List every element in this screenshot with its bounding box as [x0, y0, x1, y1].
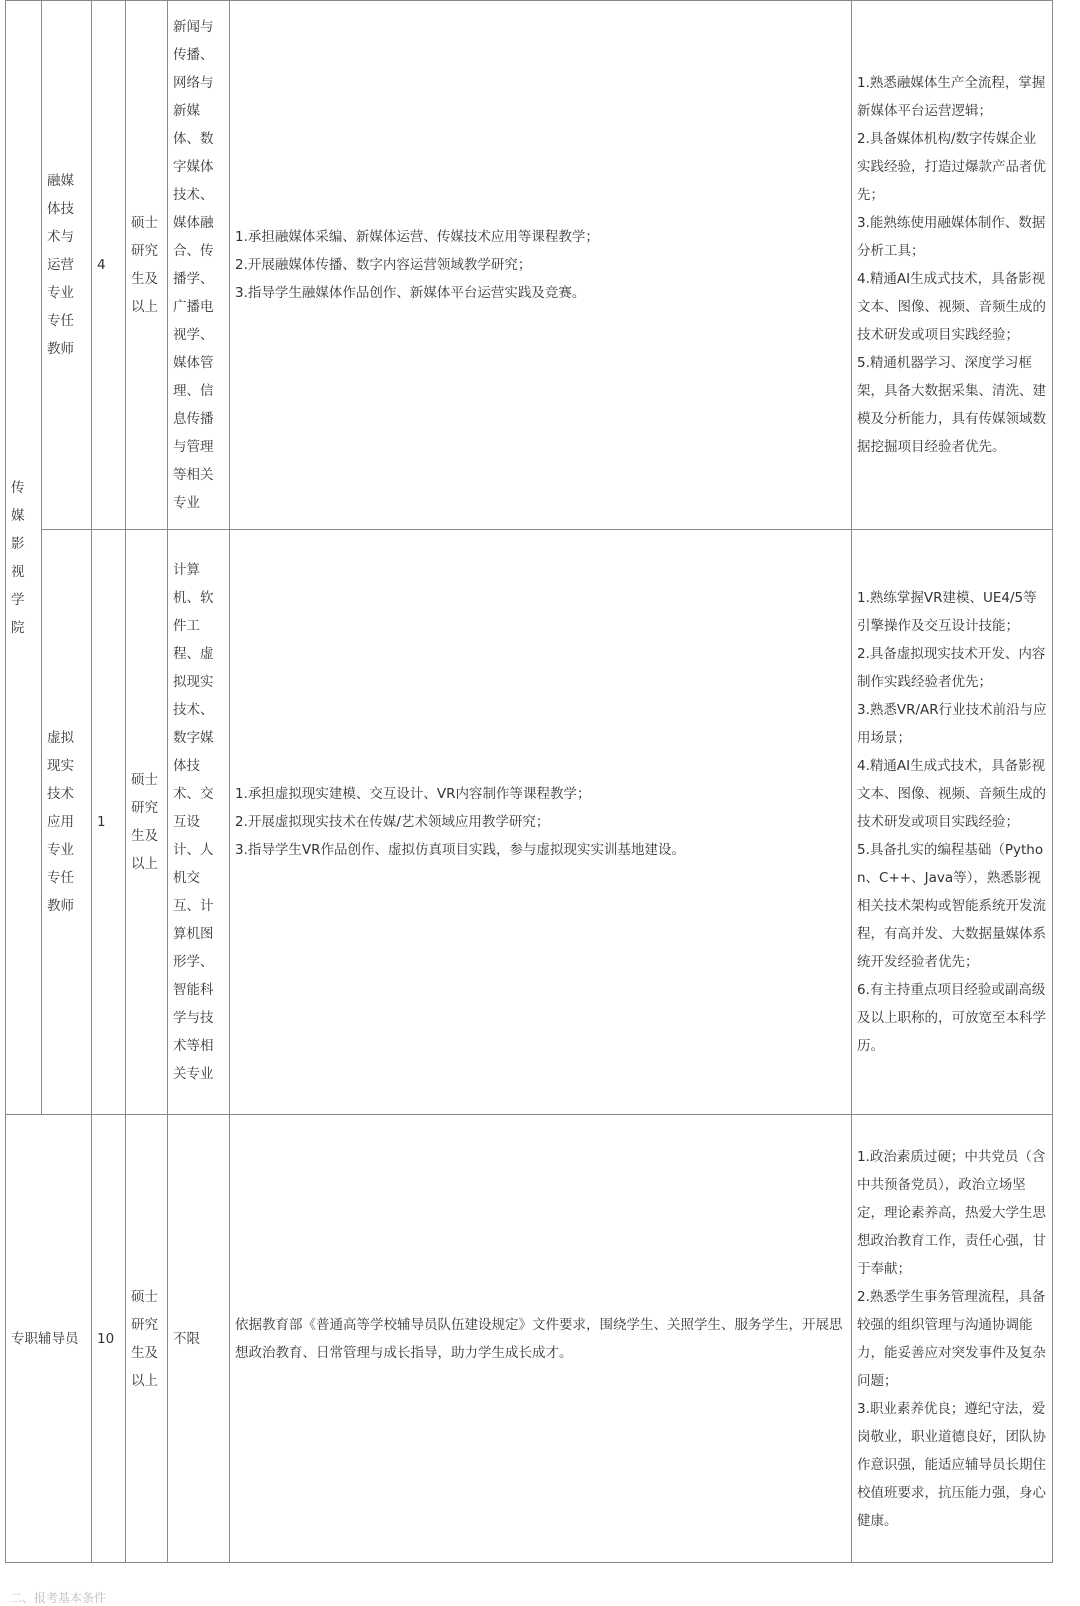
count-cell: 10	[92, 1115, 126, 1563]
table-row	[6, 530, 1053, 1115]
requirements-list	[857, 584, 1047, 1060]
table-row	[6, 1, 1053, 530]
requirements-cell	[852, 1, 1053, 530]
requirement-item: 2.具备虚拟现实技术开发、内容制作实践经验者优先；	[857, 646, 1046, 690]
count-cell: 4	[92, 1, 126, 530]
requirement-item: 3.职业素养优良；遵纪守法，爱岗敬业，职业道德良好，团队协作意识强，能适应辅导员长期住校值班要求，抗压能力强，身心健康。	[857, 1400, 1046, 1529]
requirements-cell	[852, 530, 1053, 1115]
count-cell: 1	[92, 530, 126, 1115]
duty-item: 3.指导学生融媒体作品创作、新媒体平台运营实践及竞赛。	[235, 285, 586, 301]
duty-item: 3.指导学生VR作品创作、虚拟仿真项目实践，参与虚拟现实实训基地建设。	[235, 842, 685, 858]
position-cell: 虚拟现实技术应用专业专任教师	[42, 530, 92, 1115]
duties-cell	[230, 1115, 852, 1563]
requirement-item: 1.熟练掌握VR建模、UE4/5等引擎操作及交互设计技能；	[857, 590, 1037, 634]
requirement-item: 1.政治素质过硬；中共党员（含中共预备党员），政治立场坚定，理论素养高，热爱大学生思想政治教育工作，责任心强，甘于奉献；	[857, 1148, 1046, 1277]
duties-list	[235, 1311, 846, 1367]
requirement-item: 2.具备媒体机构/数字传媒企业实践经验，打造过爆款产品者优先；	[857, 131, 1046, 203]
position-cell: 专职辅导员	[6, 1115, 92, 1563]
requirement-item: 5.具备扎实的编程基础（Python、C++、Java等），熟悉影视相关技术架构或智能系统开发流程，有高并发、大数据量媒体系统开发经验者优先；	[857, 842, 1046, 970]
education-cell: 硕士研究生及以上	[126, 530, 168, 1115]
recruitment-table	[5, 0, 1053, 1563]
education-cell: 硕士研究生及以上	[126, 1, 168, 530]
college-cell: 传媒影视学院	[6, 1, 42, 1115]
duties-cell	[230, 530, 852, 1115]
requirement-item: 4.精通AI生成式技术，具备影视文本、图像、视频、音频生成的技术研发或项目实践经验；	[857, 758, 1046, 830]
requirement-item: 5.精通机器学习、深度学习框架，具备大数据采集、清洗、建模及分析能力，具有传媒领域数据挖掘项目经验者优先。	[857, 355, 1046, 455]
major-cell: 计算机、软件工程、虚拟现实技术、数字媒体技术、交互设计、人机交互、计算机图形学、智能科学与技术等相关专业	[168, 530, 230, 1115]
duty-item: 2.开展虚拟现实技术在传媒/艺术领域应用教学研究；	[235, 814, 550, 830]
major-cell: 新闻与传播、网络与新媒体、数字媒体技术、媒体融合、传播学、广播电视学、媒体管理、信息传播与管理等相关专业	[168, 1, 230, 530]
requirement-item: 3.能熟练使用融媒体制作、数据分析工具；	[857, 215, 1046, 259]
duty-item: 2.开展融媒体传播、数字内容运营领域教学研究；	[235, 257, 532, 273]
requirement-item: 4.精通AI生成式技术，具备影视文本、图像、视频、音频生成的技术研发或项目实践经验；	[857, 271, 1046, 343]
requirements-list	[857, 69, 1047, 461]
duties-cell	[230, 1, 852, 530]
requirement-item: 2.熟悉学生事务管理流程，具备较强的组织管理与沟通协调能力，能妥善应对突发事件及复杂问题；	[857, 1288, 1046, 1389]
requirements-cell	[852, 1115, 1053, 1563]
duties-list	[235, 780, 846, 864]
requirement-item: 3.熟悉VR/AR行业技术前沿与应用场景；	[857, 702, 1047, 746]
requirement-item: 1.熟悉融媒体生产全流程，掌握新媒体平台运营逻辑；	[857, 75, 1046, 119]
education-cell: 硕士研究生及以上	[126, 1115, 168, 1563]
duty-item: 1.承担虚拟现实建模、交互设计、VR内容制作等课程教学；	[235, 786, 591, 802]
duties-list	[235, 223, 846, 307]
recruitment-table-wrapper	[5, 0, 1053, 1563]
section-heading-cut: 二、报考基本条件	[10, 1591, 107, 1605]
duty-item: 1.承担融媒体采编、新媒体运营、传媒技术应用等课程教学；	[235, 229, 599, 245]
duty-item: 依据教育部《普通高等学校辅导员队伍建设规定》文件要求，围绕学生、关照学生、服务学生，开展思想政治教育、日常管理与成长指导，助力学生成长成才。	[235, 1316, 843, 1361]
major-cell: 不限	[168, 1115, 230, 1563]
requirement-item: 6.有主持重点项目经验或副高级及以上职称的，可放宽至本科学历。	[857, 982, 1046, 1054]
position-cell: 融媒体技术与运营专业专任教师	[42, 1, 92, 530]
requirements-list	[857, 1143, 1047, 1535]
table-row	[6, 1115, 1053, 1563]
